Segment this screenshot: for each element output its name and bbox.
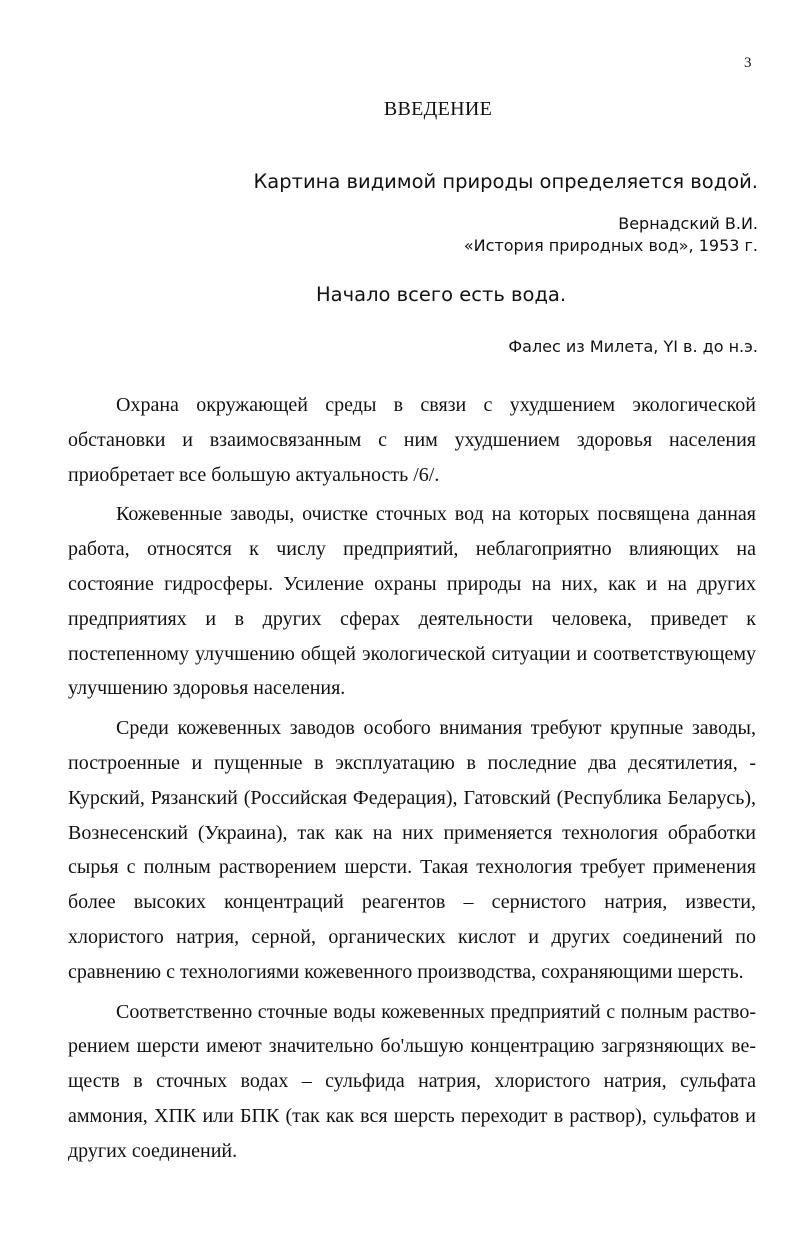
paragraph: Кожевенные заводы, очистке сточных вод на которых посвящена данная работа, относятся к числу предприятий, неблагоприятно влияющих на состояние гидросферы. Усиление охраны природы на них, как и на других предприятиях и в других сферах деятельности человека, приведет к постепенному улучшению общей экологической ситуации и соответствующему улучшению здоровья населения. [68, 503, 756, 700]
epigraph-quote: Начало всего есть вода. [316, 283, 567, 306]
paragraph: Соответственно сточные воды кожевенных предприятий с полным растворением шерсти имеют значительно бо'льшую концентрацию загрязняющих веществ в сточных водах – сульфида натрия, хлористого натрия, сульфата аммония, ХПК или БПК (так как вся шерсть переходит в раствор), сульфатов и других соединений. [68, 1000, 756, 1162]
epigraph-quote: Картина видимой природы определяется водой. [253, 170, 758, 193]
epigraph-source: «История природных вод», 1953 г. [463, 236, 758, 255]
body-text [68, 388, 756, 1174]
page-number: 3 [744, 55, 752, 71]
epigraph-author: Фалес из Милета, YI в. до н.э. [508, 337, 758, 356]
page-title: ВВЕДЕНИЕ [383, 98, 493, 120]
paragraph: Среди кожевенных заводов особого внимания требуют крупные заводы, построенные и пущенные в эксплуатацию в последние два десятилетия, - Курский, Рязанский (Российская Федерация), Гатовский (Республика Беларусь), Вознесенский (Украина), так как на них применяется технология обработки сырья с полным растворением шерсти. Такая технология требует применения более высоких концентраций реагентов – сернистого натрия, извести, хлористого натрия, серной, органических кислот и других соединений по сравнению с технологиями кожевенного производства, сохраняющими шерсть. [68, 717, 756, 983]
epigraph-author: Вернадский В.И. [618, 214, 758, 233]
paragraph: Охрана окружающей среды в связи с ухудшением экологической обстановки и взаимосвязанным с ним ухудшением здоровья населения приобретает все большую актуальность /6/. [68, 394, 756, 486]
